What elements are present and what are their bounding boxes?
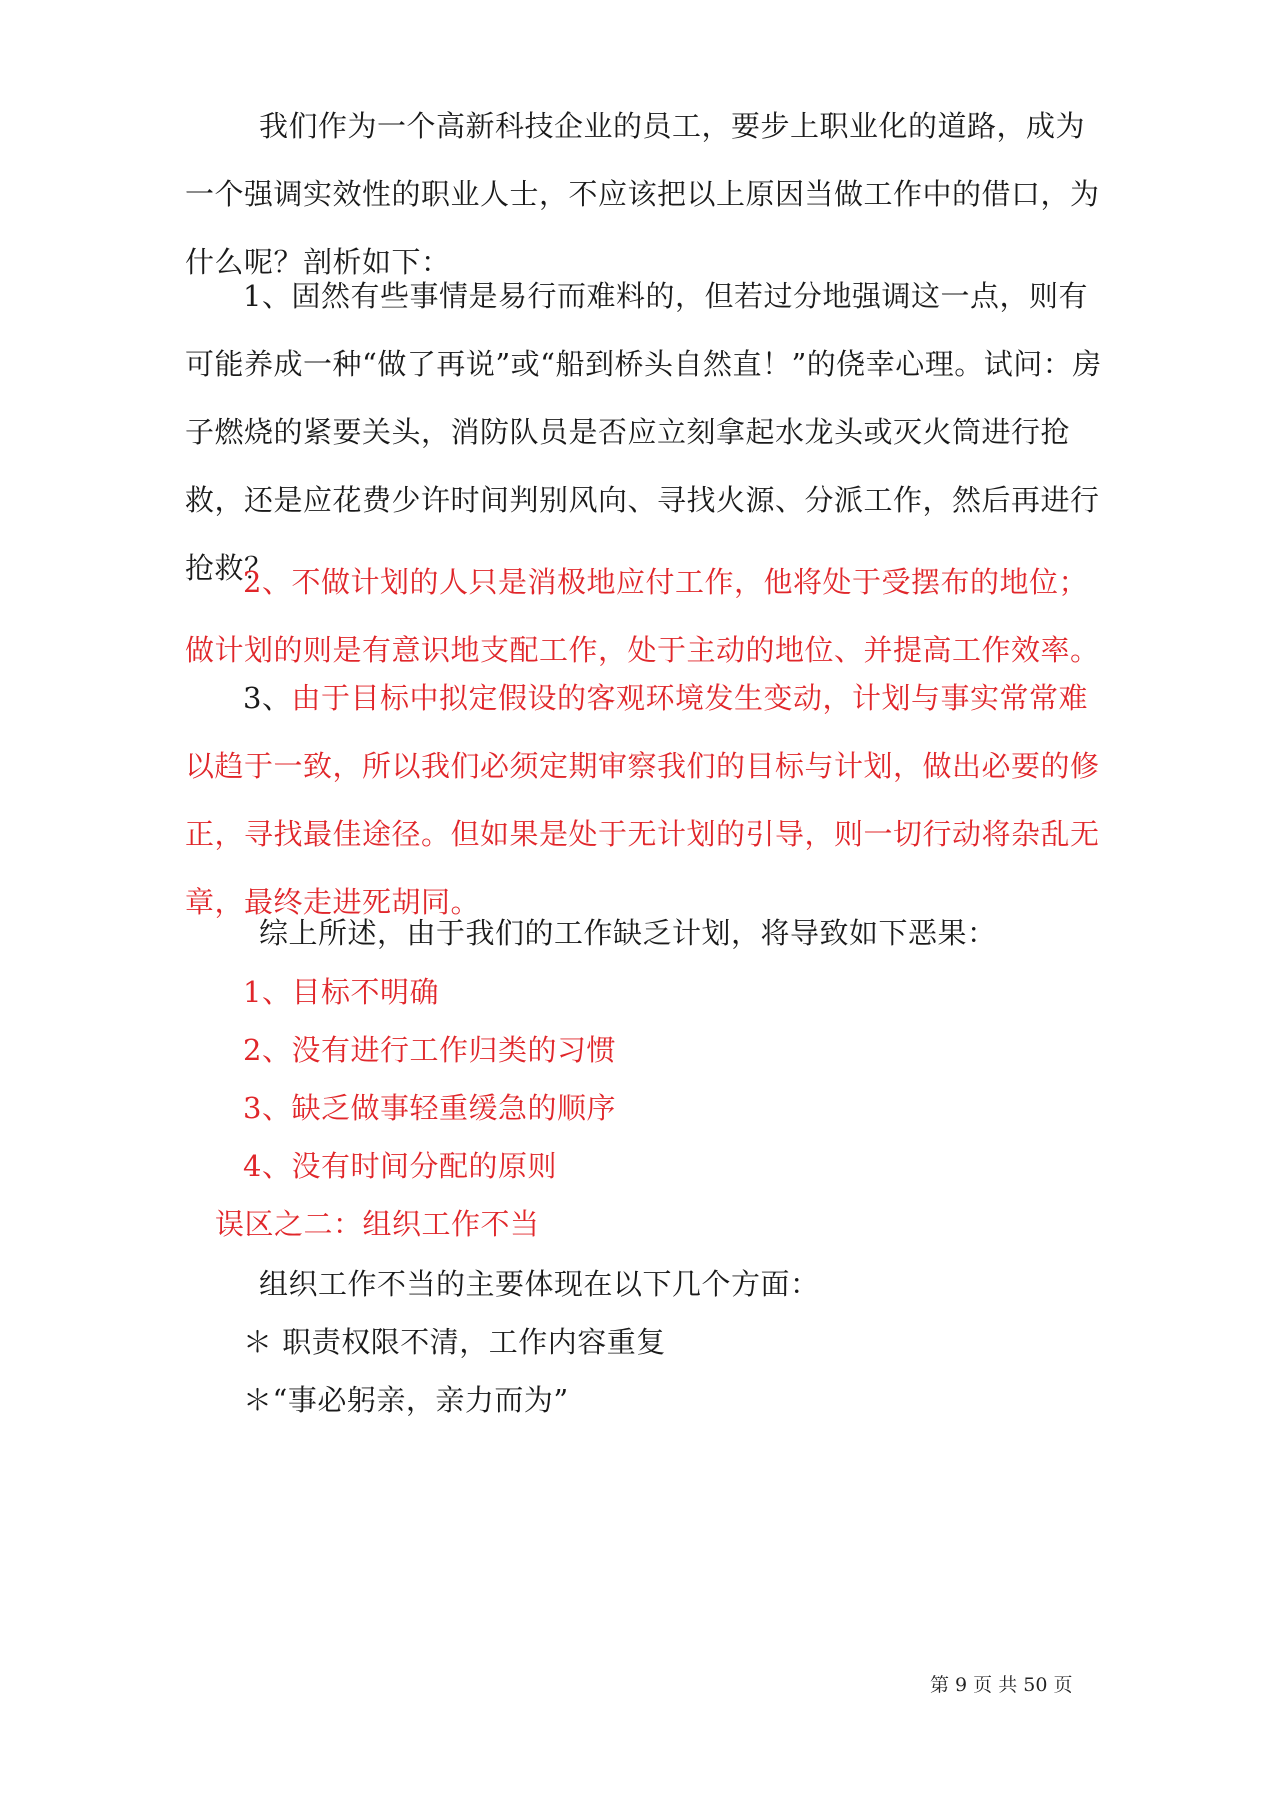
section-heading: 误区之二：组织工作不当 bbox=[215, 1207, 540, 1241]
page-number-footer: 第 9 页 共 50 页 bbox=[930, 1674, 1073, 1696]
point-3-text: 由于目标中拟定假设的客观环境发生变动，计划与事实常常难以趋于一致，所以我们必须定期审察我们的目标与计划，做出必要的修正，寻找最佳途径。但如果是处于无计划的引导，则一切行动将杂乱无章，最终走进死胡同。 bbox=[185, 681, 1100, 919]
section-intro: 组织工作不当的主要体现在以下几个方面： bbox=[259, 1267, 820, 1301]
point-3-number: 3、 bbox=[243, 681, 292, 715]
consequence-item-2: 2、没有进行工作归类的习惯 bbox=[243, 1033, 616, 1067]
bullet-item-2: ＊“事必躬亲，亲力而为” bbox=[243, 1383, 569, 1417]
paragraph-point-2: 2、不做计划的人只是消极地应付工作，他将处于受摆布的地位；做计划的则是有意识地支配工作，处于主动的地位、并提高工作效率。 bbox=[185, 565, 1100, 667]
paragraph-point-1: 1、固然有些事情是易行而难料的，但若过分地强调这一点，则有可能养成一种“做了再说”或“船到桥头自然直！”的侥幸心理。试问：房子燃烧的紧要关头，消防队员是否应立刻拿起水龙头或灭火筒进行抢救，还是应花费少许时间判别风向、寻找火源、分派工作，然后再进行抢救？ bbox=[185, 279, 1102, 585]
paragraph-summary: 综上所述，由于我们的工作缺乏计划，将导致如下恶果： bbox=[259, 916, 997, 950]
paragraph-point-3 bbox=[185, 664, 1105, 936]
bullet-item-1: ＊ 职责权限不清，工作内容重复 bbox=[243, 1325, 666, 1359]
consequence-item-3: 3、缺乏做事轻重缓急的顺序 bbox=[243, 1091, 616, 1125]
consequence-item-1: 1、目标不明确 bbox=[243, 975, 439, 1009]
consequence-item-4: 4、没有时间分配的原则 bbox=[243, 1149, 557, 1183]
paragraph-intro: 我们作为一个高新科技企业的员工，要步上职业化的道路，成为一个强调实效性的职业人士，不应该把以上原因当做工作中的借口，为什么呢？剖析如下： bbox=[185, 109, 1100, 279]
